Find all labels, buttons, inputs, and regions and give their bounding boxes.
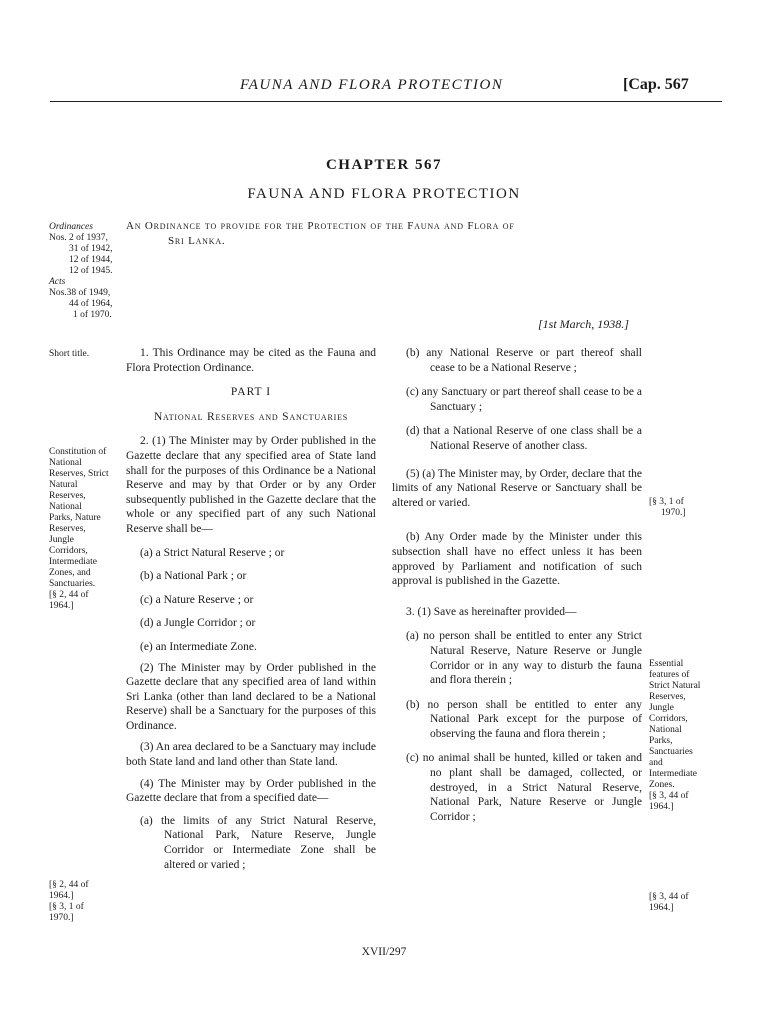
section-2-5-b: (b) Any Order made by the Minister under this subsection shall have no effect unless it has been approved by Parliament and notification of such approval is published in the Gazette. bbox=[392, 531, 642, 588]
page-number: XVII/297 bbox=[361, 946, 407, 958]
margin-line: Reserves, bbox=[49, 524, 86, 534]
part-title: National Reserves and Sanctuaries bbox=[153, 410, 349, 423]
margin-line: Corridors, bbox=[649, 714, 688, 724]
section-2-4-d: (d) that a National Reserve of one class shall be a National Reserve of another class. bbox=[406, 425, 642, 452]
margin-line: Intermediate bbox=[49, 557, 98, 567]
margin-line: and bbox=[649, 758, 663, 768]
chapter-name: FAUNA AND FLORA PROTECTION bbox=[247, 186, 521, 202]
section-1: 1. This Ordinance may be cited as the Fauna and Flora Protection Ordinance. bbox=[126, 347, 376, 374]
section-2-4-c: (c) any Sanctuary or part thereof shall cease to be a Sanctuary ; bbox=[406, 386, 642, 413]
margin-note-constitution bbox=[49, 447, 123, 612]
history-item: Nos.38 of 1949, bbox=[49, 288, 111, 298]
margin-line: [§ 3, 44 of bbox=[649, 791, 689, 801]
margin-note-short-title: Short title. bbox=[49, 349, 90, 359]
section-2-4-a: (a) the limits of any Strict Natural Reserve, National Park, Nature Reserve, Jungle Corridor or Intermediate Zone shall be altered or varied ; bbox=[140, 814, 376, 871]
section-2-d: (d) a Jungle Corridor ; or bbox=[140, 617, 256, 630]
section-3-1: 3. (1) Save as hereinafter provided— bbox=[406, 605, 577, 618]
history-item: 44 of 1964, bbox=[69, 299, 113, 309]
margin-line: Corridors, bbox=[49, 546, 88, 556]
running-header bbox=[0, 0, 768, 102]
margin-line: Parks, bbox=[649, 736, 673, 746]
right-column bbox=[392, 346, 642, 824]
header-rule bbox=[50, 101, 722, 102]
legislative-history bbox=[49, 222, 129, 321]
margin-line: 1964.] bbox=[49, 891, 74, 901]
section-2-a: (a) a Strict Natural Reserve ; or bbox=[140, 546, 285, 559]
margin-line: 1970.] bbox=[661, 508, 686, 518]
margin-line: Constitution of bbox=[49, 447, 107, 457]
margin-line: National bbox=[49, 458, 82, 468]
margin-line: Reserves, bbox=[649, 692, 686, 702]
commencement-date: [1st March, 1938.] bbox=[538, 317, 629, 331]
margin-line: National bbox=[49, 502, 82, 512]
section-2-4-b: (b) any National Reserve or part thereof shall cease to be a National Reserve ; bbox=[406, 347, 642, 374]
history-item: Nos. 2 of 1937, bbox=[49, 233, 108, 243]
margin-line: [§ 3, 1 of bbox=[649, 497, 684, 507]
acts-label: Acts bbox=[49, 277, 66, 287]
margin-line: Zones, and bbox=[49, 568, 91, 578]
section-3-b: (b) no person shall be entitled to enter any National Park except for the purpose of observing the fauna and flora therein ; bbox=[406, 698, 642, 740]
history-item: 31 of 1942, bbox=[69, 244, 113, 254]
chapter-cap-reference: [Cap. 567 bbox=[623, 76, 689, 93]
part-heading: PART I bbox=[230, 386, 272, 399]
section-2-e: (e) an Intermediate Zone. bbox=[140, 640, 257, 653]
history-item: 12 of 1945. bbox=[69, 266, 113, 276]
section-3-c: (c) no animal shall be hunted, killed or taken and no plant shall be damaged, collected, or destroyed, in a Strict Natural Reserve, National Park, Nature Reserve or Jungle Corridor ; bbox=[406, 752, 642, 823]
margin-line: 1970.] bbox=[49, 913, 74, 923]
margin-line: [§ 2, 44 of bbox=[49, 590, 89, 600]
margin-line: 1964.] bbox=[649, 903, 674, 913]
section-2-2: (2) The Minister may by Order published in the Gazette declare that any specified area of land within Sri Lanka (other than land declared to be a National Reserve) shall be a Sanctuary for the purposes of this Ordinance. bbox=[126, 661, 376, 732]
section-3-a: (a) no person shall be entitled to enter any Strict Natural Reserve, Nature Reserve or Jungle Corridor or in any way to disturb the fauna and flora therein ; bbox=[406, 630, 642, 687]
margin-line: 1964.] bbox=[649, 802, 674, 812]
long-title-line: Sri Lanka. bbox=[168, 235, 226, 247]
margin-line: [§ 3, 44 of bbox=[649, 892, 689, 902]
margin-note-reference bbox=[649, 892, 689, 914]
margin-line: Sanctuaries. bbox=[49, 579, 96, 589]
margin-line: Jungle bbox=[49, 535, 74, 545]
left-column bbox=[126, 346, 376, 872]
section-2-1: 2. (1) The Minister may by Order published in the Gazette declare that any specified area of State land shall for the purposes of this Ordinance be a National Reserve and may by that Order or by any Order subsequently published in the Gazette declare that the whole or any specified part of any such National Reserve shall be— bbox=[126, 435, 376, 535]
margin-line: Essential bbox=[649, 659, 684, 669]
margin-note-reference bbox=[49, 880, 89, 924]
margin-note-reference bbox=[649, 497, 686, 519]
section-2-5-a: (5) (a) The Minister may, by Order, declare that the limits of any National Reserve or Sanctuary shall be altered or varied. bbox=[392, 467, 642, 509]
margin-line: Sanctuaries bbox=[649, 747, 693, 757]
margin-line: Strict Natural bbox=[649, 681, 701, 691]
section-2-b: (b) a National Park ; or bbox=[140, 570, 247, 583]
margin-line: Jungle bbox=[649, 703, 674, 713]
section-2-c: (c) a Nature Reserve ; or bbox=[140, 593, 254, 606]
history-item: 1 of 1970. bbox=[73, 310, 112, 320]
section-2-3: (3) An area declared to be a Sanctuary may include both State land and land other than State land. bbox=[126, 741, 376, 769]
running-header-title: FAUNA AND FLORA PROTECTION bbox=[240, 77, 504, 93]
long-title-line: An Ordinance to provide for the Protection of the Fauna and Flora of bbox=[126, 220, 515, 232]
margin-line: Reserves, bbox=[49, 491, 86, 501]
chapter-number: CHAPTER 567 bbox=[325, 157, 443, 173]
margin-line: Intermediate bbox=[649, 769, 698, 779]
margin-line: Natural bbox=[49, 480, 78, 490]
section-2-4: (4) The Minister may by Order published in the Gazette declare that from a specified date— bbox=[126, 777, 376, 805]
ordinances-label: Ordinances bbox=[49, 222, 93, 232]
margin-line: National bbox=[649, 725, 682, 735]
margin-line: features of bbox=[649, 670, 690, 680]
margin-line: [§ 2, 44 of bbox=[49, 880, 89, 890]
margin-note-essential-features bbox=[649, 659, 723, 813]
margin-line: Reserves, Strict bbox=[49, 469, 109, 479]
margin-line: 1964.] bbox=[49, 601, 74, 611]
margin-line: [§ 3, 1 of bbox=[49, 902, 84, 912]
long-title bbox=[126, 219, 646, 249]
margin-line: Parks, Nature bbox=[49, 513, 101, 523]
history-item: 12 of 1944, bbox=[69, 255, 113, 265]
margin-line: Zones. bbox=[649, 780, 675, 790]
